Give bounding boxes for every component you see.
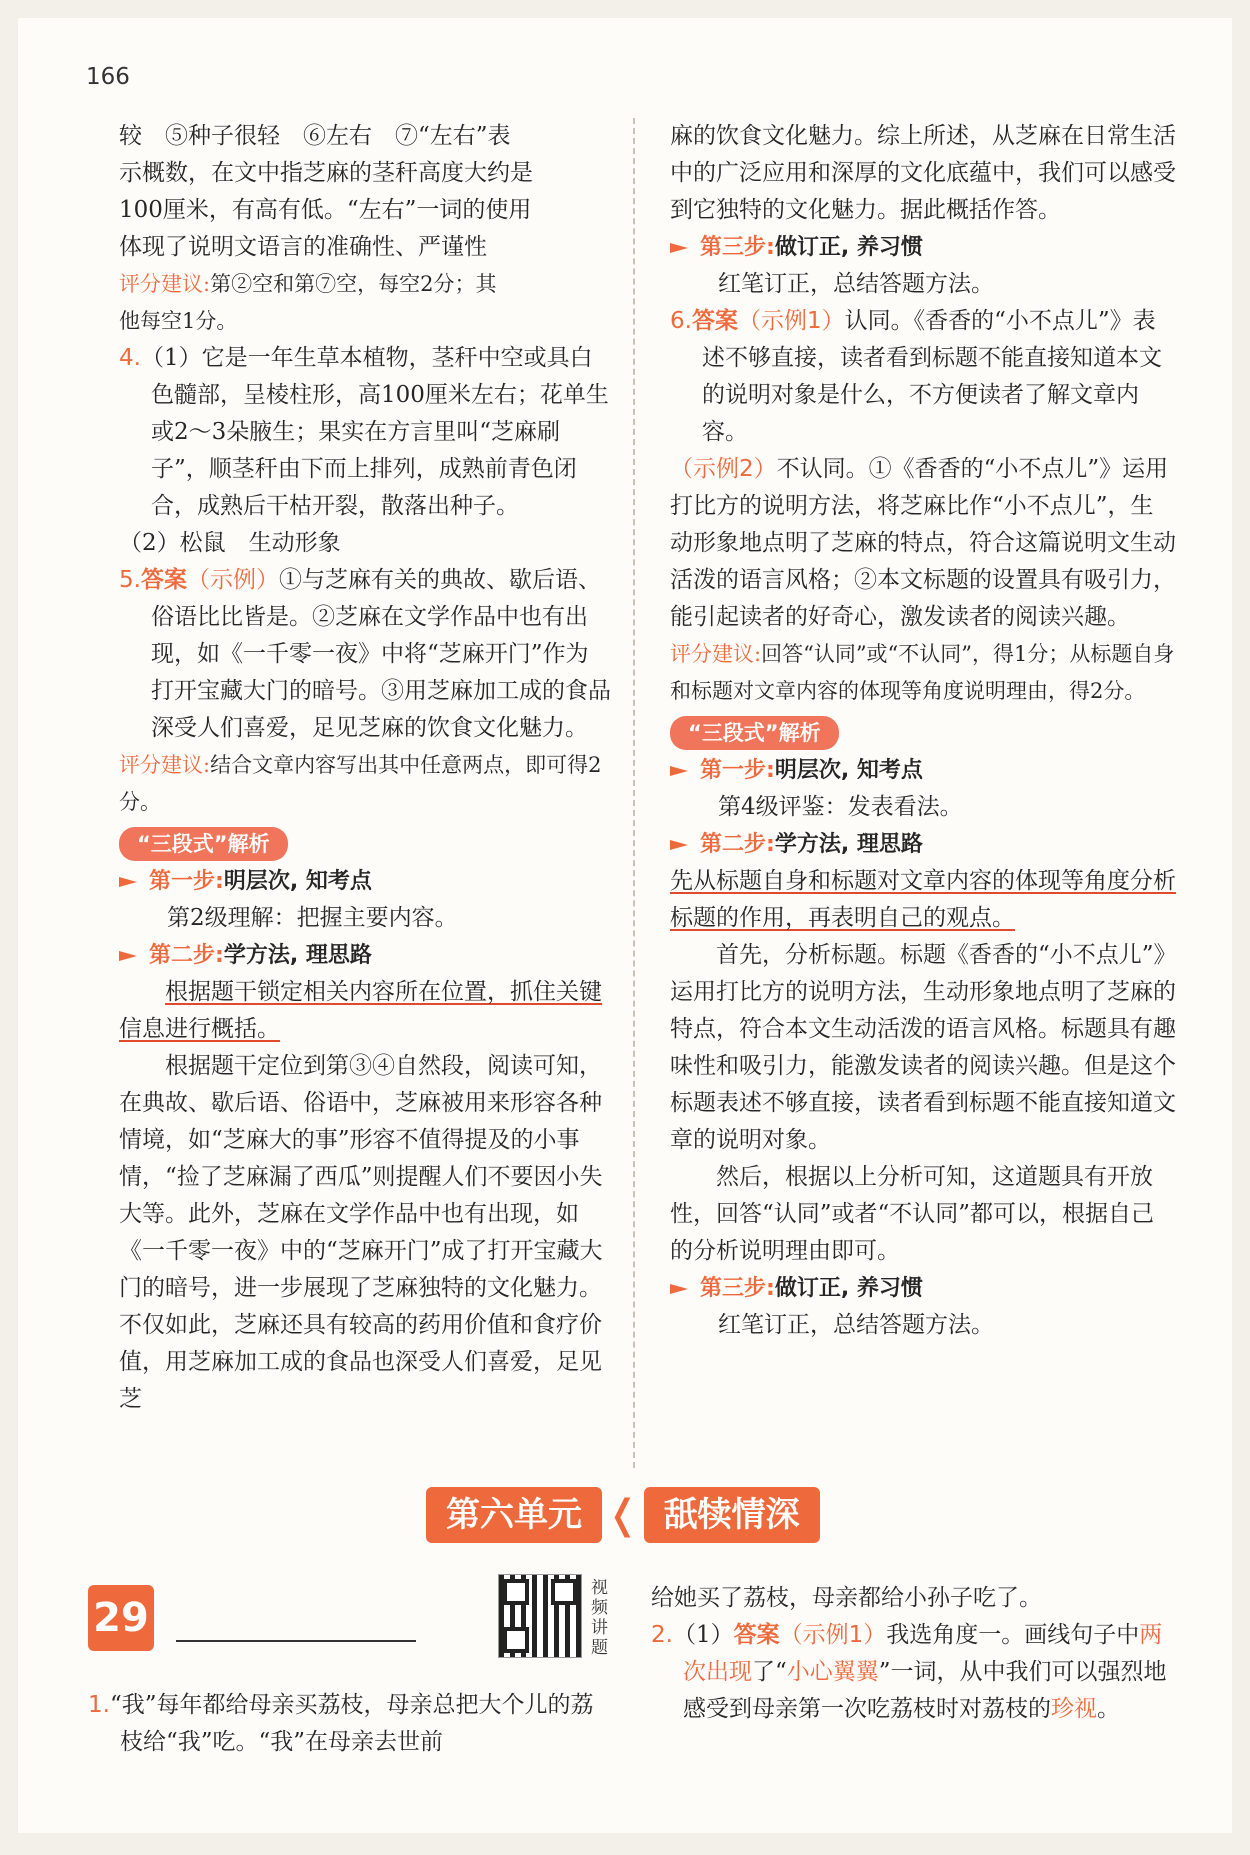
question-number: 2.	[651, 1622, 673, 1648]
text-continued: 麻的饮食文化魅力。综上所述，从芝麻在日常生活中的广泛应用和深厚的文化底蕴中，我们可以感受到它独特的文化魅力。据此概括作答。	[670, 123, 1176, 223]
qr-code-icon[interactable]	[498, 1574, 582, 1658]
step-label: 第三步:	[700, 235, 775, 260]
text-line: 100厘米，有高有低。“左右”一词的使用	[119, 197, 532, 223]
right-column	[670, 118, 1176, 1344]
answer-label: 答案	[140, 567, 187, 593]
qr-corner	[503, 1627, 529, 1653]
highlight: 珍视	[1051, 1696, 1097, 1722]
qr-label: 视频讲题	[591, 1578, 608, 1658]
example-label: （示例1）	[737, 308, 845, 334]
step-label: 第一步:	[700, 758, 775, 783]
answer-text: “我”每年都给母亲买荔枝，母亲总把大个儿的荔枝给“我”吃。“我”在母亲去世前	[109, 1692, 594, 1755]
step-body: 然后，根据以上分析可知，这道题具有开放性，回答“认同”或者“不认同”都可以，根据自己的分析说明理由即可。	[670, 1164, 1155, 1264]
answer-part-2: （2）松鼠 生动形象	[119, 530, 341, 556]
highlight: 两次出现	[683, 1622, 1163, 1685]
triangle-icon	[119, 951, 137, 961]
example-label: （示例2）	[670, 456, 777, 482]
step-two	[670, 826, 1176, 863]
unit-label: 第六单元	[426, 1487, 602, 1543]
qr-corner	[503, 1579, 529, 1605]
unit-banner	[426, 1484, 820, 1546]
answer-text: 。	[1097, 1696, 1120, 1722]
scoring-note	[119, 747, 611, 821]
step-title: 明层次, 知考点	[774, 758, 923, 783]
answer-text: 我选角度一。画线句子中	[886, 1622, 1140, 1648]
text-line: 较 ⑤种子很轻 ⑥左右 ⑦“左右”表	[119, 123, 511, 149]
step-title: 明层次, 知考点	[223, 869, 372, 894]
example-label: （示例1）	[779, 1622, 887, 1648]
answer-text: ”一词，从中我们可以强烈地感受到母亲第一次吃荔枝时对荔枝的	[683, 1659, 1167, 1722]
step-label: 第二步:	[700, 832, 775, 857]
scoring-label: 评分建议:	[119, 753, 211, 777]
answer-text: 认同。《香香的“小不点儿”》表述不够直接，读者看到标题不能直接知道本文的说明对象是什么，不方便读者了解文章内容。	[702, 308, 1162, 445]
triangle-icon	[670, 243, 688, 253]
step-label: 第一步:	[149, 869, 224, 894]
step-title: 学方法, 理思路	[774, 832, 923, 857]
step-three	[670, 1270, 1176, 1307]
step-method	[119, 974, 611, 1048]
qr-corner	[551, 1579, 577, 1605]
page-number: 166	[86, 64, 130, 90]
step-body: 红笔订正，总结答题方法。	[718, 271, 994, 297]
triangle-icon	[670, 840, 688, 850]
step-title: 做订正, 养习惯	[774, 235, 923, 260]
part-label: （1）	[672, 1622, 734, 1648]
triangle-icon	[670, 766, 688, 776]
step-one	[670, 752, 1176, 789]
scoring-note	[119, 266, 611, 303]
scoring-text: 回答“认同”或“不认同”，得1分；从标题自身和标题对文章内容的体现等角度说明理由，得2分。	[670, 642, 1175, 703]
scoring-text: 第②空和第⑦空，每空2分；其	[210, 272, 497, 296]
step-title: 学方法, 理思路	[223, 943, 372, 968]
answer-text: ①与芝麻有关的典故、歇后语、俗语比比皆是。②芝麻在文学作品中也有出现，如《一千零一夜》中将“芝麻开门”作为打开宝藏大门的暗号。③用芝麻加工成的食品深受人们喜爱，足见芝麻的饮食文化魅力。	[151, 567, 611, 741]
question-2	[651, 1617, 1175, 1728]
unit-theme: 舐犊情深	[644, 1487, 820, 1543]
lesson-title-line	[176, 1640, 416, 1642]
step-body: 红笔订正，总结答题方法。	[718, 1312, 994, 1338]
step-body: 首先，分析标题。标题《香香的“小不点儿”》运用打比方的说明方法，生动形象地点明了芝麻的特点，符合本文生动活泼的语言风格。标题具有趣味性和吸引力，能激发读者的阅读兴趣。但是这个标题表述不够直接，读者看到标题不能直接知道文章的说明对象。	[670, 942, 1176, 1153]
step-two	[119, 937, 611, 974]
text-line: 示概数，在文中指芝麻的茎秆高度大约是	[119, 160, 533, 186]
lesson-right-column	[651, 1580, 1175, 1728]
bracket-icon: ❬	[606, 1492, 640, 1538]
scoring-note-cont: 他每空1分。	[119, 309, 238, 333]
triangle-icon	[670, 1284, 688, 1294]
question-number: 5.	[119, 567, 141, 593]
analysis-badge: “三段式”解析	[670, 716, 839, 750]
step-body: 第4级评鉴：发表看法。	[718, 794, 963, 820]
answer-example-2	[670, 451, 1176, 636]
question-number: 1.	[88, 1692, 110, 1718]
triangle-icon	[119, 877, 137, 887]
underlined-method: 根据题干锁定相关内容所在位置，抓住关键信息进行概括。	[119, 979, 602, 1042]
step-method	[670, 863, 1176, 937]
step-body: 根据题干定位到第③④自然段，阅读可知，在典故、歇后语、俗语中，芝麻被用来形容各种情境，如“芝麻大的事”形容不值得提及的小事情，“捡了芝麻漏了西瓜”则提醒人们不要因小失大等。此外，芝麻在文学作品中也有出现，如《一千零一夜》中的“芝麻开门”成了打开宝藏大门的暗号，进一步展现了芝麻独特的文化魅力。不仅如此，芝麻还具有较高的药用价值和食疗价值，用芝麻加工成的食品也深受人们喜爱，足见芝	[119, 1053, 603, 1412]
scoring-label: 评分建议:	[670, 642, 762, 666]
step-three	[670, 229, 1176, 266]
lesson-left-column	[88, 1687, 608, 1761]
scoring-note	[670, 636, 1176, 710]
step-one	[119, 863, 611, 900]
question-5	[119, 562, 611, 747]
answer-text: 了“	[752, 1659, 787, 1685]
question-number: 4.	[119, 345, 141, 371]
question-number: 6.	[670, 308, 692, 334]
highlight: 小心翼翼	[786, 1659, 879, 1685]
step-body: 第2级理解：把握主要内容。	[167, 905, 458, 931]
answer-text: 不认同。①《香香的“小不点儿”》运用打比方的说明方法，将芝麻比作“小不点儿”，生动形象地点明了芝麻的特点，符合这篇说明文生动活泼的语言风格；②本文标题的设置具有吸引力，能引起读者的好奇心，激发读者的阅读兴趣。	[670, 456, 1176, 630]
example-label: （示例）	[186, 567, 279, 593]
question-6	[670, 303, 1176, 451]
question-1	[88, 1687, 608, 1761]
text-continued: 给她买了荔枝，母亲都给小孙子吃了。	[651, 1585, 1042, 1611]
step-title: 做订正, 养习惯	[774, 1276, 923, 1301]
step-label: 第二步:	[149, 943, 224, 968]
analysis-badge: “三段式”解析	[119, 827, 288, 861]
answer-label: 答案	[733, 1622, 780, 1648]
step-label: 第三步:	[700, 1276, 775, 1301]
left-column	[119, 118, 611, 1418]
column-divider	[633, 118, 635, 1468]
scoring-text: 结合文章内容写出其中任意两点，即可得2分。	[119, 753, 602, 814]
lesson-number: 29	[88, 1585, 154, 1651]
answer-label: 答案	[691, 308, 738, 334]
answer-text: （1）它是一年生草本植物，茎秆中空或具白色髓部，呈棱柱形，高100厘米左右；花单生或2～3朵腋生；果实在方言里叫“芝麻刷子”，顺茎秆由下而上排列，成熟前青色闭合，成熟后干枯开裂，散落出种子。	[140, 345, 609, 519]
question-4	[119, 340, 611, 525]
underlined-method: 先从标题自身和标题对文章内容的体现等角度分析标题的作用，再表明自己的观点。	[670, 868, 1176, 931]
text-line: 体现了说明文语言的准确性、严谨性	[119, 234, 487, 260]
scoring-label: 评分建议:	[119, 272, 211, 296]
